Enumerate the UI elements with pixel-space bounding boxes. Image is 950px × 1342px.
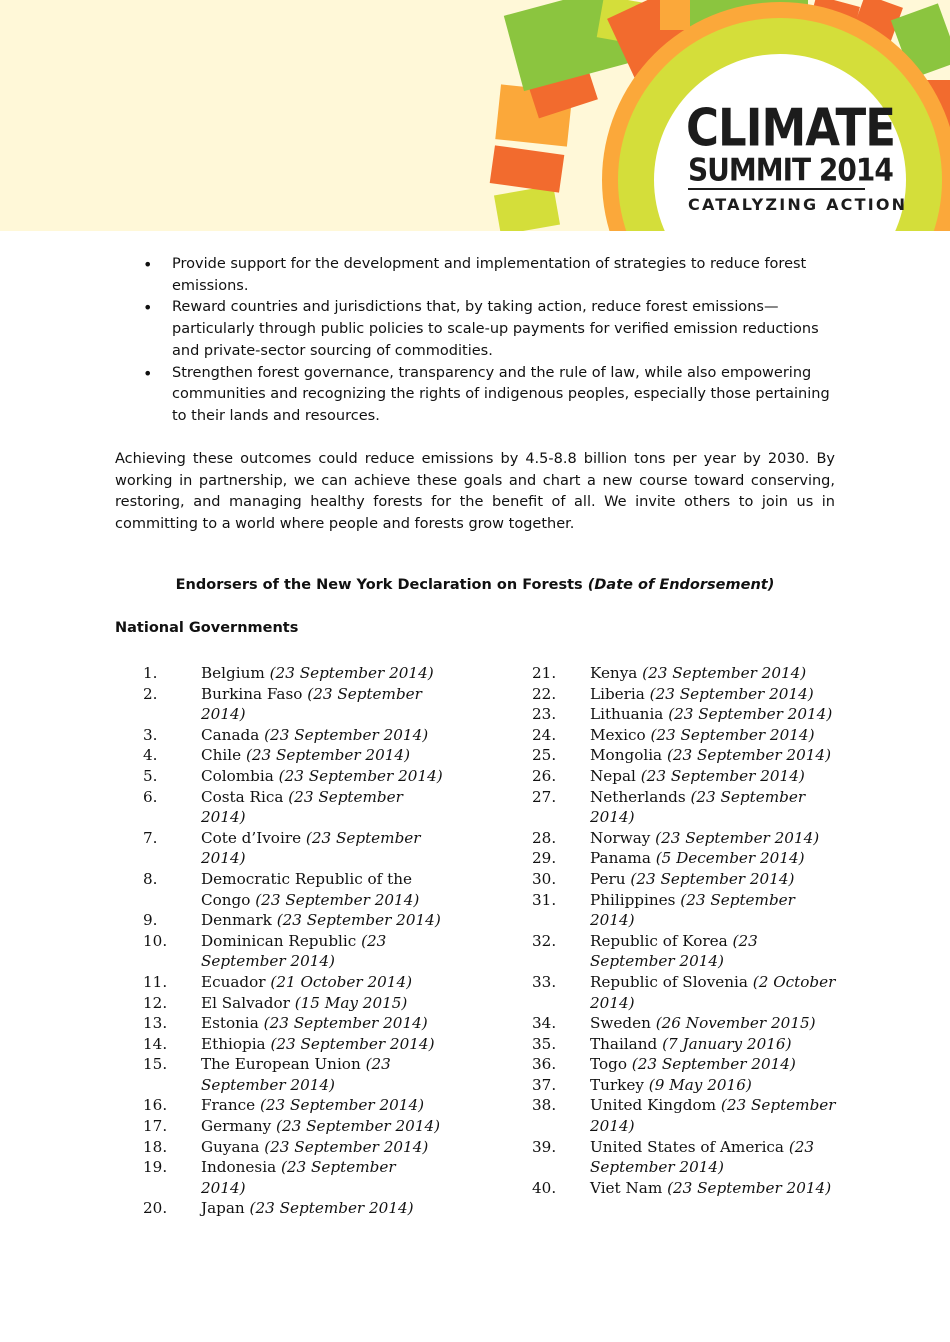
- endorser-item: [143, 1198, 443, 1219]
- endorser-number: 29.: [532, 849, 557, 868]
- bullet-item: • Strengthen forest governance, transparency and the rule of law, while also empowering communities and recognizing the rights of indigenous peoples, especially those pertaining to their lands and resources.: [140, 363, 840, 428]
- header-banner: [0, 0, 950, 231]
- endorser-country: Nepal: [590, 766, 636, 785]
- endorser-item: [532, 745, 842, 766]
- endorser-entry: [590, 704, 842, 725]
- endorser-country: Viet Nam: [590, 1178, 663, 1197]
- endorser-country: Lithuania: [590, 705, 664, 724]
- endorsement-date: (23 September 2014): [264, 725, 429, 744]
- endorser-list-left: [143, 663, 443, 1219]
- endorser-number: 2.: [143, 684, 158, 703]
- endorser-number: 34.: [532, 1014, 557, 1033]
- endorsement-date: (23 September 2014): [650, 725, 815, 744]
- endorser-country: Dominican Republic: [201, 931, 357, 950]
- endorser-country: Republic of Slovenia: [590, 972, 748, 991]
- endorser-country: Democratic Republic of the Congo: [201, 869, 412, 909]
- endorser-country: Canada: [201, 725, 260, 744]
- endorser-item: [143, 787, 443, 828]
- endorsement-date: (23 September 2014): [201, 1158, 396, 1197]
- endorsement-date: (23 September 2014): [649, 684, 814, 703]
- endorsement-date: (23 September 2014): [270, 1034, 435, 1053]
- endorser-number: 11.: [143, 972, 168, 991]
- endorser-item: [143, 910, 443, 931]
- endorser-list-right: [532, 663, 842, 1198]
- endorser-entry: [201, 972, 443, 993]
- endorser-number: 8.: [143, 869, 158, 888]
- endorser-country: Costa Rica: [201, 787, 284, 806]
- endorser-entry: [201, 766, 443, 787]
- endorsement-date: (23 September 2014): [590, 787, 806, 827]
- endorsement-date: (23 September 2014): [263, 1014, 428, 1033]
- endorser-item: [532, 1034, 842, 1055]
- endorser-number: 32.: [532, 931, 557, 950]
- endorser-number: 35.: [532, 1034, 557, 1053]
- endorsement-date: (23 September 2014): [642, 664, 807, 682]
- endorser-country: Cote d’Ivoire: [201, 828, 302, 847]
- endorser-number: 39.: [532, 1137, 557, 1156]
- endorser-item: [532, 704, 842, 725]
- endorser-country: El Salvador: [201, 993, 290, 1012]
- endorsement-date: (2 October 2014): [590, 972, 836, 1012]
- endorser-number: 30.: [532, 869, 557, 888]
- endorser-country: Chile: [201, 746, 242, 765]
- endorser-entry: [201, 993, 443, 1014]
- endorser-number: 5.: [143, 766, 158, 785]
- endorser-entry: [201, 725, 443, 746]
- endorser-entry: [590, 1013, 842, 1034]
- endorser-country: Togo: [590, 1055, 627, 1074]
- endorser-item: [532, 1137, 842, 1178]
- endorser-item: [532, 725, 842, 746]
- endorsement-date: (23 September 2014): [276, 1117, 441, 1136]
- endorsement-date: (23 September 2014): [249, 1199, 414, 1218]
- endorser-item: [143, 993, 443, 1014]
- endorsement-date: (23 September 2014): [655, 828, 820, 847]
- endorsement-date: (23 September 2014): [590, 890, 795, 930]
- endorsement-date: (23 September 2014): [255, 890, 420, 909]
- endorser-entry: [201, 1198, 443, 1219]
- endorsement-date: (9 May 2016): [648, 1075, 752, 1094]
- logo-title: CLIMATE: [686, 97, 895, 159]
- endorser-entry: [590, 972, 842, 1013]
- endorser-country: Peru: [590, 869, 626, 888]
- endorser-number: 12.: [143, 993, 168, 1012]
- endorser-country: Norway: [590, 828, 651, 847]
- endorsement-date: (23 September 2014): [201, 787, 403, 827]
- endorser-item: [143, 1034, 443, 1055]
- endorser-number: 15.: [143, 1055, 168, 1074]
- endorser-number: 9.: [143, 911, 158, 930]
- section-heading-text: Endorsers of the New York Declaration on Forests: [175, 577, 583, 593]
- endorser-country: United States of America: [590, 1137, 784, 1156]
- endorser-item: [532, 972, 842, 1013]
- endorsement-date: (23 September 2014): [201, 931, 387, 971]
- endorsement-date: (26 November 2015): [655, 1014, 816, 1033]
- endorser-country: Estonia: [201, 1014, 259, 1033]
- endorsement-date: (23 September 2014): [245, 746, 410, 765]
- endorser-item: [143, 828, 443, 869]
- endorser-item: [532, 1095, 842, 1136]
- logo-divider: [688, 188, 865, 190]
- endorser-number: 37.: [532, 1075, 557, 1094]
- endorser-number: 6.: [143, 787, 158, 806]
- endorser-country: Ecuador: [201, 972, 266, 991]
- endorser-country: Colombia: [201, 766, 274, 785]
- endorser-number: 7.: [143, 828, 158, 847]
- endorser-country: Belgium: [201, 664, 265, 682]
- endorser-country: Denmark: [201, 911, 272, 930]
- endorsement-date: (21 October 2014): [270, 972, 413, 991]
- endorser-number: 31.: [532, 890, 557, 909]
- endorsement-date: (23 September 2014): [264, 1137, 429, 1156]
- endorser-item: [143, 1137, 443, 1158]
- endorser-item: [143, 1013, 443, 1034]
- endorser-number: 40.: [532, 1178, 557, 1197]
- endorser-entry: [201, 1137, 443, 1158]
- endorsement-date: (23 September 2014): [259, 1096, 425, 1115]
- endorser-entry: [590, 931, 842, 972]
- endorsement-date: (23 September 2014): [201, 1055, 391, 1094]
- endorser-number: 13.: [143, 1014, 168, 1033]
- endorsement-date: (15 May 2015): [294, 993, 408, 1012]
- endorsement-date: (23 September 2014): [278, 766, 443, 785]
- endorser-item: [532, 1054, 842, 1075]
- endorser-number: 27.: [532, 787, 557, 806]
- endorser-item: [532, 663, 842, 684]
- endorser-entry: [590, 848, 842, 869]
- endorser-country: United Kingdom: [590, 1096, 717, 1115]
- endorser-number: 36.: [532, 1055, 557, 1074]
- endorsement-date: (23 September 2014): [590, 1096, 836, 1136]
- endorser-entry: [201, 869, 443, 910]
- endorser-item: [532, 848, 842, 869]
- endorser-entry: [201, 910, 443, 931]
- endorser-number: 17.: [143, 1117, 168, 1136]
- endorser-item: [532, 787, 842, 828]
- endorser-number: 20.: [143, 1199, 168, 1218]
- endorser-country: Ethiopia: [201, 1034, 266, 1053]
- endorser-country: Philippines: [590, 890, 676, 909]
- endorser-entry: [201, 828, 443, 869]
- endorser-entry: [590, 663, 842, 684]
- endorser-item: [532, 828, 842, 849]
- endorser-item: [532, 869, 842, 890]
- endorser-entry: [590, 725, 842, 746]
- endorser-number: 38.: [532, 1096, 557, 1115]
- endorser-entry: [201, 663, 443, 684]
- endorser-number: 23.: [532, 705, 557, 724]
- outcome-bullet-list: [140, 254, 840, 428]
- endorser-entry: [590, 828, 842, 849]
- endorser-item: [532, 766, 842, 787]
- endorser-entry: [590, 1034, 842, 1055]
- section-heading-italic: (Date of Endorsement): [587, 577, 775, 593]
- endorser-item: [143, 869, 443, 910]
- endorsement-date: (23 September 2014): [590, 931, 758, 971]
- endorser-item: [532, 931, 842, 972]
- endorser-number: 3.: [143, 725, 158, 744]
- endorser-country: Sweden: [590, 1014, 651, 1033]
- endorser-entry: [201, 1095, 443, 1116]
- endorser-entry: [201, 1116, 443, 1137]
- endorser-item: [143, 972, 443, 993]
- endorser-country: Kenya: [590, 664, 638, 682]
- endorser-number: 25.: [532, 746, 557, 765]
- endorsement-date: (23 September 2014): [201, 828, 421, 868]
- endorser-number: 28.: [532, 828, 557, 847]
- endorser-item: [143, 745, 443, 766]
- endorser-country: Germany: [201, 1117, 272, 1136]
- bullet-item: • Provide support for the development and implementation of strategies to reduce forest emissions.: [140, 254, 840, 297]
- logo-subtitle: SUMMIT 2014: [688, 151, 893, 188]
- endorsement-date: (23 September 2014): [640, 766, 805, 785]
- endorser-item: [143, 725, 443, 746]
- endorser-entry: [590, 1075, 842, 1096]
- endorsement-date: (23 September 2014): [276, 911, 441, 930]
- endorser-item: [143, 1054, 443, 1095]
- endorser-number: 21.: [532, 664, 557, 682]
- endorser-entry: [590, 684, 842, 705]
- endorsement-date: (23 September 2014): [630, 869, 795, 888]
- endorser-entry: [590, 1095, 842, 1136]
- endorsement-date: (23 September 2014): [667, 1178, 832, 1197]
- endorser-item: [532, 1075, 842, 1096]
- endorser-country: Turkey: [590, 1075, 644, 1094]
- endorser-entry: [590, 1054, 842, 1075]
- endorser-number: 10.: [143, 931, 168, 950]
- section-heading: [115, 577, 835, 593]
- endorser-item: [143, 1157, 443, 1198]
- endorser-entry: [201, 787, 443, 828]
- endorser-item: [143, 766, 443, 787]
- endorser-item: [532, 1178, 842, 1199]
- endorser-number: 19.: [143, 1158, 168, 1177]
- endorser-country: Panama: [590, 849, 651, 868]
- endorser-entry: [201, 1157, 443, 1198]
- endorser-entry: [201, 931, 443, 972]
- endorser-entry: [201, 684, 443, 725]
- endorser-number: 22.: [532, 684, 557, 703]
- logo-tagline: CATALYZING ACTION: [688, 195, 908, 214]
- endorser-item: [532, 1013, 842, 1034]
- endorser-number: 14.: [143, 1034, 168, 1053]
- endorser-country: Netherlands: [590, 787, 686, 806]
- endorsement-date: (7 January 2016): [662, 1034, 792, 1053]
- summary-paragraph: Achieving these outcomes could reduce emissions by 4.5-8.8 billion tons per year by 2030. By working in partnership, we can achieve these goals and chart a new course toward conserving, restoring, and managing healthy forests for the benefit of all. We invite others to join us in committing to a world where people and forests grow together.: [115, 451, 835, 533]
- endorser-number: 33.: [532, 972, 557, 991]
- endorsement-date: (23 September 2014): [201, 684, 422, 724]
- national-governments-heading: National Governments: [115, 620, 299, 636]
- endorser-entry: [201, 745, 443, 766]
- endorser-country: Burkina Faso: [201, 684, 303, 703]
- endorser-item: [143, 684, 443, 725]
- endorser-country: France: [201, 1096, 256, 1115]
- endorser-country: Thailand: [590, 1034, 658, 1053]
- endorser-country: Mexico: [590, 725, 646, 744]
- endorser-entry: [590, 890, 842, 931]
- endorser-number: 16.: [143, 1096, 168, 1115]
- endorsement-date: (23 September 2014): [668, 705, 833, 724]
- endorser-entry: [590, 1137, 842, 1178]
- endorser-entry: [201, 1034, 443, 1055]
- endorser-entry: [590, 1178, 842, 1199]
- endorsement-date: (23 September 2014): [269, 664, 434, 682]
- endorser-entry: [590, 869, 842, 890]
- endorser-item: [532, 684, 842, 705]
- endorser-number: 26.: [532, 766, 557, 785]
- endorsement-date: (5 December 2014): [655, 849, 805, 868]
- endorser-item: [143, 663, 443, 684]
- endorser-entry: [590, 787, 842, 828]
- endorser-country: Japan: [201, 1199, 245, 1218]
- endorser-item: [143, 931, 443, 972]
- endorser-number: 1.: [143, 664, 158, 682]
- endorser-item: [143, 1095, 443, 1116]
- endorser-country: The European Union: [201, 1055, 361, 1074]
- endorser-country: Liberia: [590, 684, 645, 703]
- endorser-entry: [201, 1013, 443, 1034]
- endorsement-date: (23 September 2014): [666, 746, 832, 765]
- endorser-item: [143, 1116, 443, 1137]
- endorser-entry: [590, 745, 842, 766]
- endorser-item: [532, 890, 842, 931]
- endorser-country: Republic of Korea: [590, 931, 728, 950]
- bullet-item: • Reward countries and jurisdictions that, by taking action, reduce forest emissions—particularly through public policies to scale-up payments for verified emission reductions and private-sector sourcing of commodities.: [140, 297, 840, 362]
- endorser-entry: [590, 766, 842, 787]
- endorser-number: 24.: [532, 725, 557, 744]
- endorsement-date: (23 September 2014): [631, 1055, 796, 1074]
- endorsement-date: (23 September 2014): [590, 1137, 815, 1177]
- endorser-number: 4.: [143, 746, 158, 765]
- endorser-country: Indonesia: [201, 1158, 277, 1177]
- endorser-country: Mongolia: [590, 746, 663, 765]
- endorser-number: 18.: [143, 1137, 168, 1156]
- endorser-entry: [201, 1054, 443, 1095]
- endorser-country: Guyana: [201, 1137, 260, 1156]
